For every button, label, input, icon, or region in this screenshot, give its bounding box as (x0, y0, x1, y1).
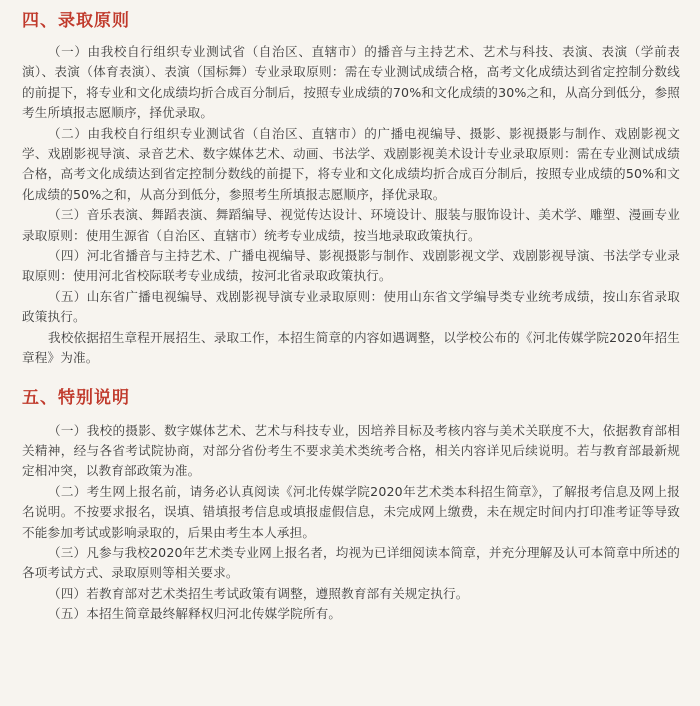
section-4-paragraph-6: 我校依据招生章程开展招生、录取工作，本招生简章的内容如遇调整，以学校公布的《河北传媒学院2020年招生章程》为准。 (22, 329, 680, 366)
section-5-paragraph-2: （二）考生网上报名前，请务必认真阅读《河北传媒学院2020年艺术类本科招生简章》，了解报考信息及网上报名说明。不按要求报名，误填、错填报考信息或填报虚假信息，未完成网上缴费，未在规定时间内打印准考证等导致不能参加考试或影响录取的，后果由考生本人承担。 (22, 483, 680, 540)
section-4-paragraph-1: （一）由我校自行组织专业测试省（自治区、直辖市）的播音与主持艺术、艺术与科技、表演、表演（学前表演）、表演（体育表演）、表演（国标舞）专业录取原则：需在专业测试成绩合格，高考文化成绩达到省定控制分数线的前提下，将专业和文化成绩均折合成百分制后，按照专业成绩的70%和文化成绩的30%之和，从高分到低分，参照考生所填报志愿顺序，择优录取。 (22, 44, 680, 121)
section-5-paragraph-5: （五）本招生简章最终解释权归河北传媒学院所有。 (48, 606, 342, 622)
section-5-body (22, 421, 680, 625)
section-4-paragraph-5: （五）山东省广播电视编导、戏剧影视导演专业录取原则：使用山东省文学编导类专业统考成绩，按山东省录取政策执行。 (22, 288, 680, 325)
section-4-paragraph-4: （四）河北省播音与主持艺术、广播电视编导、影视摄影与制作、戏剧影视文学、戏剧影视导演、书法学专业录取原则：使用河北省校际联考专业成绩，按河北省录取政策执行。 (22, 248, 680, 284)
section-5-paragraph-1: （一）我校的摄影、数字媒体艺术、艺术与科技专业，因培养目标及考核内容与美术关联度不大，依据教育部相关精神，经与各省考试院协商，对部分省份考生不要求美术类统考合格，相关内容详见后续说明。若与教育部最新规定相冲突，以教育部政策为准。 (22, 422, 680, 479)
section-5-paragraph-4: （四）若教育部对艺术类招生考试政策有调整，遵照教育部有关规定执行。 (48, 585, 469, 601)
section-4-paragraph-2: （二）由我校自行组织专业测试省（自治区、直辖市）的广播电视编导、摄影、影视摄影与制作、戏剧影视文学、戏剧影视导演、录音艺术、数字媒体艺术、动画、书法学、戏剧影视美术设计专业录取原则：需在专业测试成绩合格，高考文化成绩达到省定控制分数线的前提下，将专业和文化成绩均折合成百分制后，按照专业成绩的50%和文化成绩的50%之和，从高分到低分，参照考生所填报志愿顺序，择优录取。 (22, 125, 680, 202)
section-4-paragraph-3: （三）音乐表演、舞蹈表演、舞蹈编导、视觉传达设计、环境设计、服装与服饰设计、美术学、雕塑、漫画专业录取原则：使用生源省（自治区、直辖市）统考专业成绩，按当地录取政策执行。 (22, 207, 680, 243)
section-4-heading: 四、录取原则 (22, 11, 130, 31)
section-5-heading: 五、特别说明 (22, 387, 130, 408)
section-5-paragraph-3: （三）凡参与我校2020年艺术类专业网上报名者，均视为已详细阅读本简章，并充分理解及认可本简章中所述的各项考试方式、录取原则等相关要求。 (22, 544, 680, 581)
section-4-body (22, 42, 680, 369)
